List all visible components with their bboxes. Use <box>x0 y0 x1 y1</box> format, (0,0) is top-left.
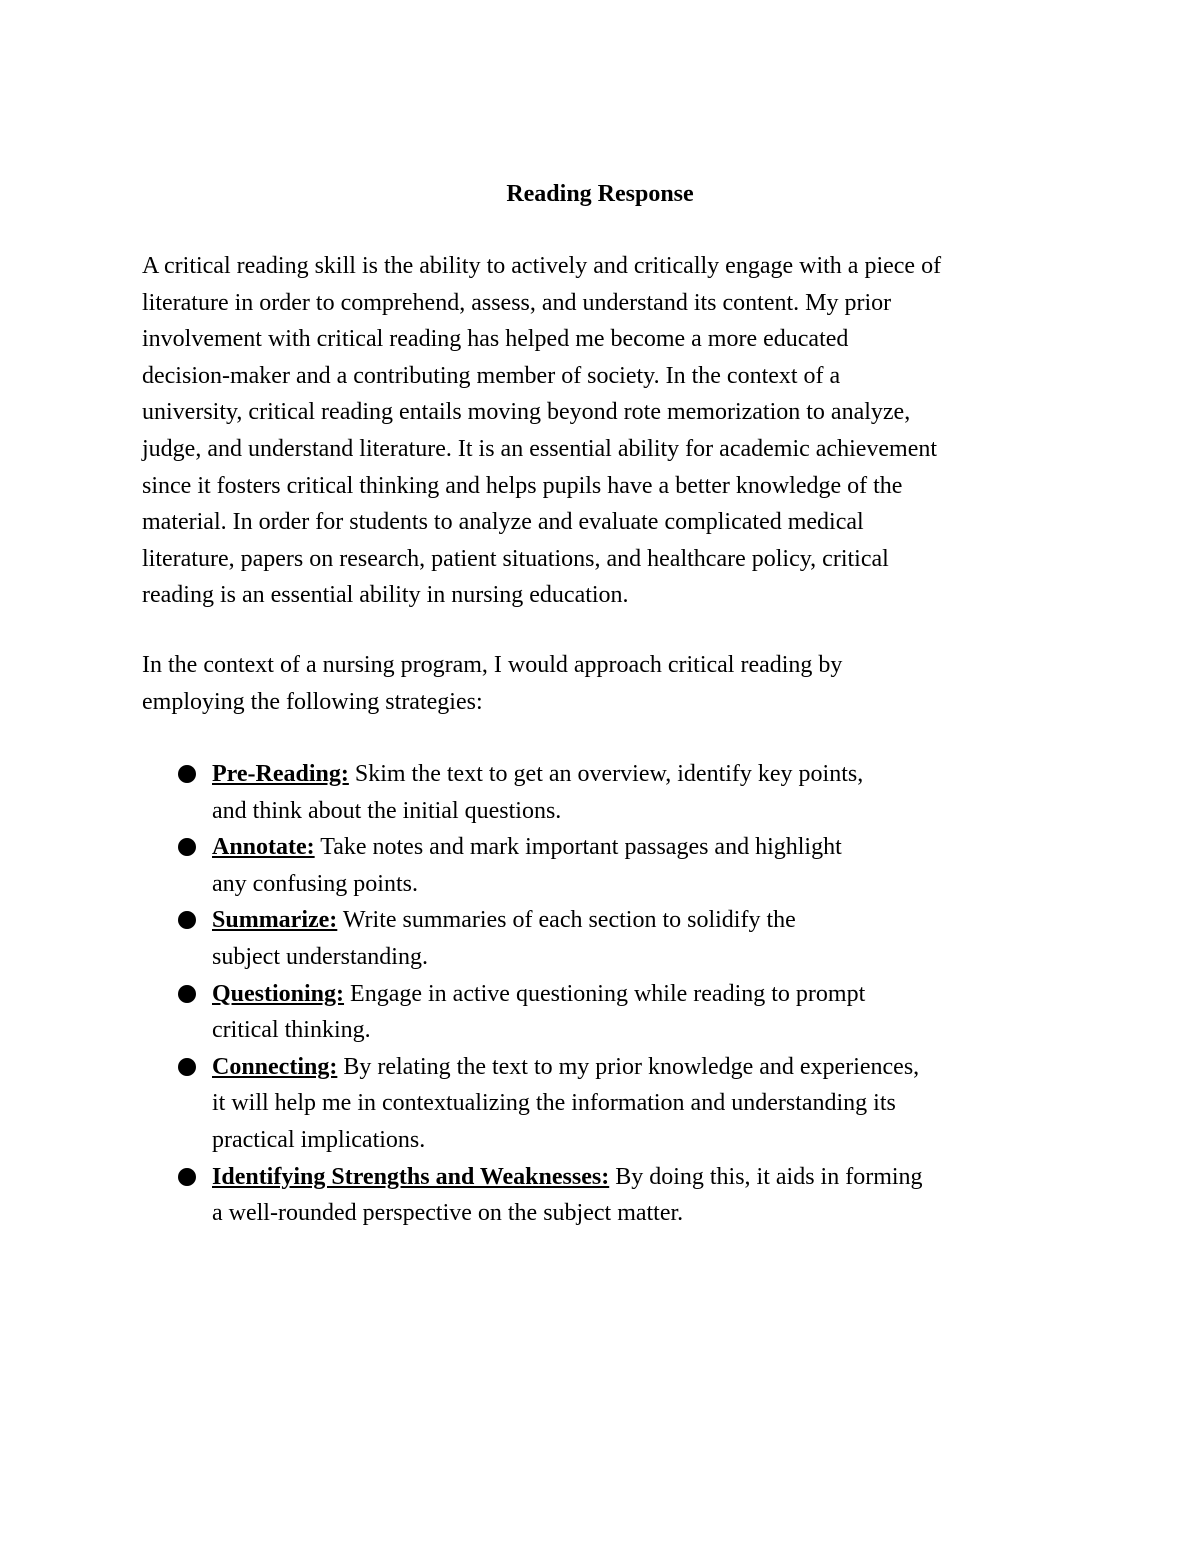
strategy-term: Annotate: <box>212 834 315 861</box>
paragraph-line: literature, papers on research, patient situations, and healthcare policy, critical <box>142 545 889 572</box>
strategy-term: Questioning: <box>212 980 345 1007</box>
strategy-text: and think about the initial questions. <box>212 797 562 824</box>
strategy-term: Identifying Strengths and Weaknesses: <box>212 1163 610 1190</box>
bullet-icon <box>178 1168 196 1186</box>
strategy-text: any confusing points. <box>212 870 418 897</box>
strategy-item-questioning <box>170 976 1070 1049</box>
strategy-text: By relating the text to my prior knowledge and experiences, <box>337 1053 920 1080</box>
paragraph-line: university, critical reading entails moving beyond rote memorization to analyze, <box>142 399 911 426</box>
bullet-icon <box>178 838 196 856</box>
paragraph-line: since it fosters critical thinking and helps pupils have a better knowledge of the <box>142 472 903 499</box>
strategy-text: critical thinking. <box>212 1017 371 1044</box>
strategy-line <box>212 976 1070 1013</box>
strategy-term: Summarize: <box>212 907 338 934</box>
intro-paragraph <box>142 248 1072 614</box>
strategy-text: By doing this, it aids in forming <box>609 1163 923 1190</box>
strategy-line <box>212 829 1070 866</box>
strategy-item-connecting <box>170 1049 1070 1159</box>
strategy-text: a well-rounded perspective on the subject matter. <box>212 1200 684 1227</box>
strategy-text: Write summaries of each section to solidify the <box>337 907 796 934</box>
paragraph-line: A critical reading skill is the ability to actively and critically engage with a piece of <box>142 253 942 279</box>
strategy-text: Engage in active questioning while reading to prompt <box>344 980 866 1007</box>
strategy-line <box>212 902 1070 939</box>
strategy-item-strengths-weaknesses <box>170 1159 1070 1232</box>
strategy-text: it will help me in contextualizing the information and understanding its <box>212 1090 896 1117</box>
bullet-icon <box>178 765 196 783</box>
strategy-item-pre-reading <box>170 756 1070 829</box>
document-title: Reading Response <box>506 181 694 207</box>
strategy-text: Take notes and mark important passages and highlight <box>314 834 842 861</box>
paragraph-line: literature in order to comprehend, assess, and understand its content. My prior <box>142 289 892 316</box>
paragraph-line: In the context of a nursing program, I would approach critical reading by <box>142 652 843 678</box>
strategy-item-annotate <box>170 829 1070 902</box>
paragraph-line: material. In order for students to analyze and evaluate complicated medical <box>142 509 864 536</box>
strategies-intro-paragraph <box>142 647 1072 720</box>
bullet-icon <box>178 911 196 929</box>
strategy-text: subject understanding. <box>212 943 428 970</box>
strategy-text: Skim the text to get an overview, identify key points, <box>348 761 864 787</box>
bullet-icon <box>178 985 196 1003</box>
paragraph-line: judge, and understand literature. It is an essential ability for academic achievement <box>142 435 938 462</box>
strategy-line <box>212 1049 1070 1086</box>
bullet-icon <box>178 1058 196 1076</box>
strategy-line <box>212 1159 1070 1196</box>
strategy-term: Connecting: <box>212 1053 338 1080</box>
paragraph-line: decision-maker and a contributing member of society. In the context of a <box>142 362 841 389</box>
strategies-list <box>170 756 1070 1232</box>
strategy-item-summarize <box>170 902 1070 975</box>
paragraph-line: employing the following strategies: <box>142 688 483 715</box>
paragraph-line: reading is an essential ability in nursing education. <box>142 582 629 609</box>
strategy-text: practical implications. <box>212 1126 426 1153</box>
strategy-term: Pre-Reading: <box>212 761 349 787</box>
paragraph-line: involvement with critical reading has helped me become a more educated <box>142 326 849 353</box>
strategy-line <box>212 756 1070 793</box>
